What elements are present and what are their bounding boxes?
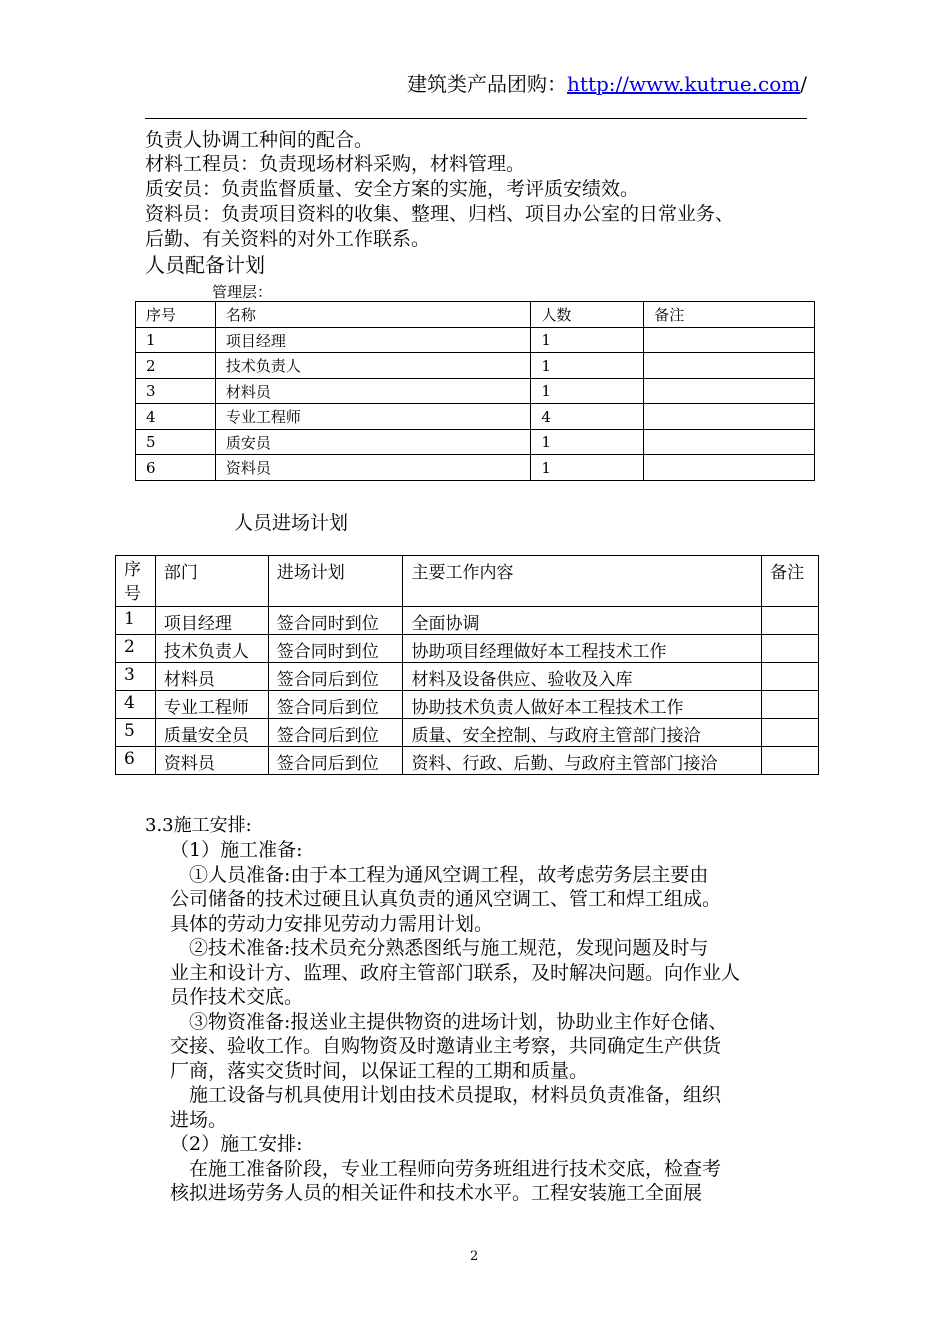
table-cell: 资料员 <box>215 455 531 481</box>
table-cell: 协助技术负责人做好本工程技术工作 <box>403 691 762 719</box>
table-cell: 技术负责人 <box>215 353 531 379</box>
table-cell <box>762 635 819 663</box>
staffing-title: 人员配备计划 <box>145 253 265 277</box>
table-cell: 2 <box>116 635 156 663</box>
table-cell <box>644 353 815 379</box>
table-cell: 签合同后到位 <box>268 747 403 775</box>
table-cell: 6 <box>136 455 216 481</box>
intro-line: 质安员：负责监督质量、安全方案的实施，考评质安绩效。 <box>145 178 640 200</box>
entry-title: 人员进场计划 <box>234 512 349 534</box>
header-cell: 名称 <box>215 302 531 328</box>
table-cell: 签合同时到位 <box>268 635 403 663</box>
staffing-subtitle: 管理层： <box>212 283 273 301</box>
table-cell: 签合同后到位 <box>268 719 403 747</box>
table-row <box>116 747 819 775</box>
table-cell: 1 <box>116 607 156 635</box>
header-cell: 主要工作内容 <box>403 556 762 607</box>
table-row <box>136 328 815 353</box>
table-cell: 全面协调 <box>403 607 762 635</box>
table-cell <box>644 328 815 353</box>
section-line: 施工设备与机具使用计划由技术员提取，材料员负责准备，组织 <box>170 1084 722 1106</box>
header-cell: 人数 <box>531 302 644 328</box>
table-cell: 签合同后到位 <box>268 691 403 719</box>
table-cell: 4 <box>116 691 156 719</box>
section-line: 厂商，落实交货时间，以保证工程的工期和质量。 <box>170 1059 589 1082</box>
table-cell: 5 <box>116 719 156 747</box>
section-line: 交接、验收工作。自购物资及时邀请业主考察，共同确定生产供货 <box>170 1035 722 1057</box>
section-line: 进场。 <box>170 1108 228 1131</box>
page-header <box>407 68 807 97</box>
table-cell: 1 <box>136 328 216 353</box>
table-cell: 资料、行政、后勤、与政府主管部门接洽 <box>403 747 762 775</box>
table-row <box>136 379 815 404</box>
table-cell: 1 <box>531 455 644 481</box>
table-cell: 项目经理 <box>215 328 531 353</box>
header-cell: 序号 <box>136 302 216 328</box>
table-cell <box>644 455 815 481</box>
table-cell: 6 <box>116 747 156 775</box>
header-cell: 备注 <box>644 302 815 328</box>
table-cell <box>762 663 819 691</box>
section-line: 具体的劳动力安排见劳动力需用计划。 <box>170 912 494 935</box>
table-cell <box>762 719 819 747</box>
table-row <box>116 663 819 691</box>
intro-line: 后勤、有关资料的对外工作联系。 <box>145 228 431 250</box>
table-cell <box>762 747 819 775</box>
header-link[interactable]: http://www.kutrue.com <box>567 72 801 96</box>
table-cell: 质安员 <box>215 430 531 455</box>
section-line: （2）施工安排: <box>170 1133 303 1155</box>
table-cell: 签合同后到位 <box>268 663 403 691</box>
table-cell: 1 <box>531 430 644 455</box>
table-header-row <box>136 302 815 328</box>
header-cell: 序 号 <box>116 556 156 607</box>
section-body <box>170 838 740 1206</box>
table-row <box>136 404 815 430</box>
table-cell: 专业工程师 <box>155 691 268 719</box>
section-line: 业主和设计方、监理、政府主管部门联系，及时解决问题。向作业人 <box>170 961 741 984</box>
table-cell: 1 <box>531 353 644 379</box>
table-row <box>136 455 815 481</box>
table-row <box>136 430 815 455</box>
table-cell: 签合同时到位 <box>268 607 403 635</box>
header-label: 建筑类产品团购： <box>407 72 568 96</box>
table-cell: 协助项目经理做好本工程技术工作 <box>403 635 762 663</box>
section-line: 在施工准备阶段，专业工程师向劳务班组进行技术交底，检查考 <box>170 1157 722 1180</box>
table-row <box>116 607 819 635</box>
header-cell: 进场计划 <box>268 556 403 607</box>
section-line: 公司储备的技术过硬且认真负责的通风空调工、管工和焊工组成。 <box>170 888 722 910</box>
table-cell: 5 <box>136 430 216 455</box>
table-cell: 材料员 <box>155 663 268 691</box>
table-header-row <box>116 556 819 607</box>
staffing-table <box>135 301 815 481</box>
table-cell: 3 <box>136 379 216 404</box>
table-row <box>116 635 819 663</box>
section-line: ②技术准备:技术员充分熟悉图纸与施工规范，发现问题及时与 <box>170 937 709 959</box>
table-cell: 材料员 <box>215 379 531 404</box>
page-number: 2 <box>470 1249 479 1264</box>
table-cell <box>644 379 815 404</box>
intro-line: 资料员：负责项目资料的收集、整理、归档、项目办公室的日常业务、 <box>145 203 735 225</box>
table-cell: 1 <box>531 379 644 404</box>
intro-line: 材料工程员：负责现场材料采购，材料管理。 <box>145 153 526 175</box>
section-line: ①人员准备:由于本工程为通风空调工程，故考虑劳务层主要由 <box>170 863 709 886</box>
section-line: （1）施工准备: <box>170 839 303 861</box>
table-row <box>136 353 815 379</box>
header-suffix: / <box>800 72 807 96</box>
table-cell: 1 <box>531 328 644 353</box>
intro-line: 负责人协调工种间的配合。 <box>145 129 374 151</box>
table-cell <box>762 607 819 635</box>
header-cell: 备注 <box>762 556 819 607</box>
table-cell: 技术负责人 <box>155 635 268 663</box>
table-cell: 质量安全员 <box>155 719 268 747</box>
table-cell: 专业工程师 <box>215 404 531 430</box>
table-cell: 3 <box>116 663 156 691</box>
table-cell <box>762 691 819 719</box>
table-cell: 4 <box>531 404 644 430</box>
table-cell <box>644 404 815 430</box>
section-heading: 3.3施工安排: <box>145 815 252 836</box>
section-line: ③物资准备:报送业主提供物资的进场计划，协助业主作好仓储、 <box>170 1010 728 1033</box>
table-cell: 2 <box>136 353 216 379</box>
table-cell: 材料及设备供应、验收及入库 <box>403 663 762 691</box>
header-cell: 部门 <box>155 556 268 607</box>
section-line: 员作技术交底。 <box>170 986 304 1008</box>
table-cell: 质量、安全控制、与政府主管部门接洽 <box>403 719 762 747</box>
table-cell: 资料员 <box>155 747 268 775</box>
entry-table <box>115 555 819 775</box>
table-row <box>116 719 819 747</box>
table-cell <box>644 430 815 455</box>
table-cell: 4 <box>136 404 216 430</box>
table-cell: 项目经理 <box>155 607 268 635</box>
header-rule <box>145 118 807 119</box>
table-row <box>116 691 819 719</box>
section-line: 核拟进场劳务人员的相关证件和技术水平。工程安装施工全面展 <box>170 1182 703 1204</box>
